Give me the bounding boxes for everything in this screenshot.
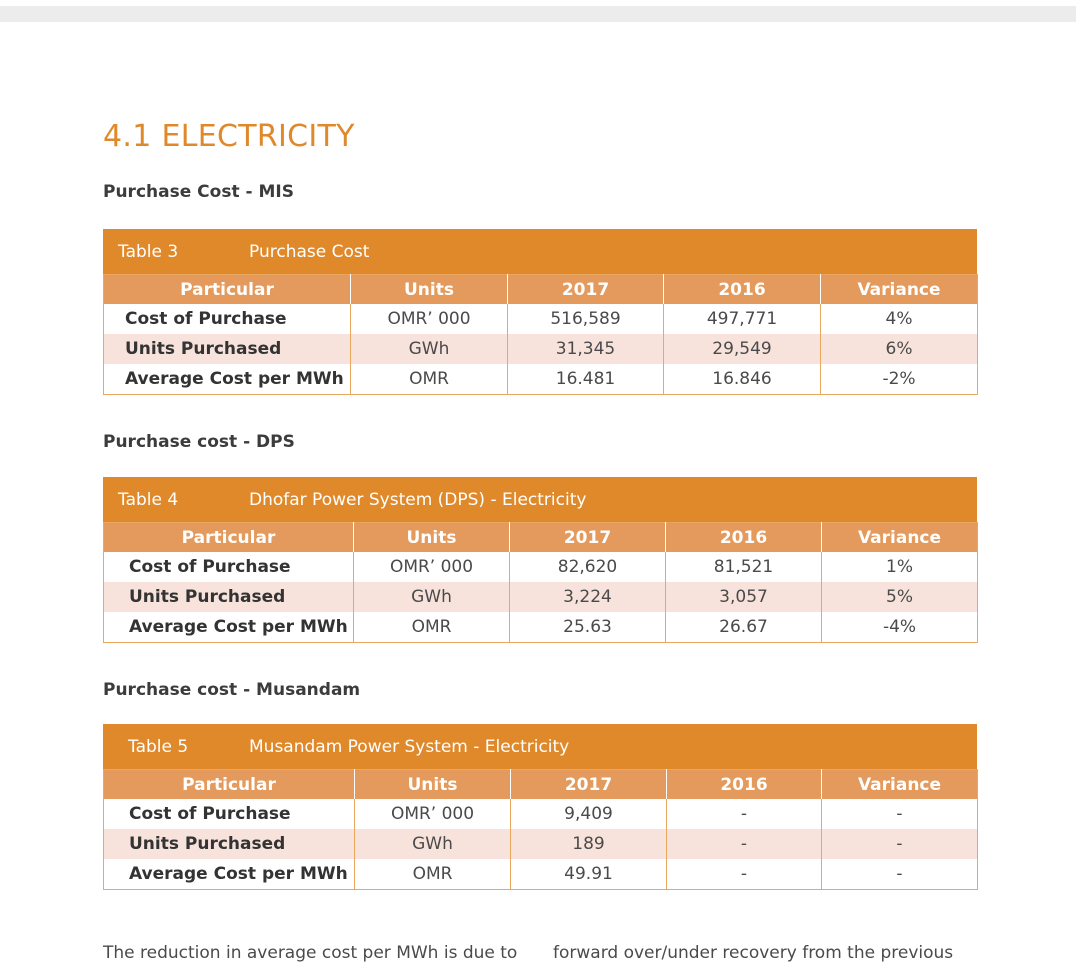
table-row <box>104 859 978 890</box>
value-2017-cell: 31,345 <box>508 334 664 364</box>
column-header: Particular <box>104 523 354 553</box>
value-2016-cell: 497,771 <box>664 304 821 334</box>
table-row <box>104 304 978 334</box>
column-header: Units <box>354 523 510 553</box>
column-header: Variance <box>821 275 978 305</box>
column-header: Units <box>351 275 508 305</box>
value-2016-cell: 16.846 <box>664 364 821 395</box>
table-row <box>104 829 978 859</box>
row-label: Average Cost per MWh <box>104 364 351 395</box>
variance-cell: - <box>896 864 903 884</box>
column-header: Units <box>355 770 511 800</box>
column-header: 2016 <box>667 770 822 800</box>
units-cell: OMR <box>351 364 508 395</box>
units-cell: GWh <box>355 829 511 859</box>
data-table <box>103 522 978 643</box>
row-label: Cost of Purchase <box>104 304 351 334</box>
table-number: Table 3 <box>118 242 179 262</box>
table-title: Purchase Cost <box>249 242 370 262</box>
table-header-bar <box>103 229 977 274</box>
body-text-left: The reduction in average cost per MWh is due to <box>103 943 518 963</box>
data-table <box>103 769 978 890</box>
table-title: Musandam Power System - Electricity <box>249 737 570 757</box>
column-header: 2016 <box>666 523 822 553</box>
units-cell: OMR <box>354 612 510 643</box>
row-label: Units Purchased <box>104 829 355 859</box>
value-2016-cell: - <box>667 829 822 859</box>
value-2016-cell: - <box>667 859 822 890</box>
value-2016-cell: 29,549 <box>664 334 821 364</box>
row-label: Cost of Purchase <box>104 799 355 829</box>
column-header: 2017 <box>511 770 667 800</box>
row-label: Units Purchased <box>104 582 354 612</box>
table-5 <box>103 724 977 890</box>
table-number: Table 4 <box>118 490 179 510</box>
units-cell: OMR’ 000 <box>355 799 511 829</box>
table-4 <box>103 477 977 643</box>
column-header: 2017 <box>508 275 664 305</box>
subtitle-mis: Purchase Cost - MIS <box>103 182 294 202</box>
variance-cell: 5% <box>822 582 978 612</box>
value-2016-cell: 26.67 <box>666 612 822 643</box>
value-2017-cell: 516,589 <box>508 304 664 334</box>
variance-cell: -4% <box>882 617 917 637</box>
value-2017-cell: 189 <box>511 829 667 859</box>
column-header: 2017 <box>510 523 666 553</box>
table-row <box>104 364 978 395</box>
variance-cell: - <box>896 804 903 824</box>
table-row <box>104 552 978 582</box>
column-header-row <box>104 523 978 553</box>
value-2016-cell: 81,521 <box>666 552 822 582</box>
units-cell: OMR’ 000 <box>354 552 510 582</box>
subtitle-musandam: Purchase cost - Musandam <box>103 680 361 700</box>
table-row <box>104 612 978 643</box>
variance-cell: - <box>822 829 978 859</box>
row-label: Units Purchased <box>104 334 351 364</box>
row-label: Cost of Purchase <box>104 552 354 582</box>
units-cell: GWh <box>354 582 510 612</box>
value-2017-cell: 16.481 <box>508 364 664 395</box>
value-2017-cell: 82,620 <box>510 552 666 582</box>
data-table <box>103 274 978 395</box>
table-3 <box>103 229 977 395</box>
column-header-row <box>104 770 978 800</box>
value-2016-cell: 3,057 <box>666 582 822 612</box>
variance-cell: 1% <box>886 557 913 577</box>
column-header: Variance <box>822 770 978 800</box>
table-row <box>104 799 978 829</box>
subtitle-dps: Purchase cost - DPS <box>103 432 295 452</box>
body-text-right: forward over/under recovery from the previous <box>553 943 954 963</box>
table-row <box>104 334 978 364</box>
row-label: Average Cost per MWh <box>104 612 354 643</box>
variance-cell: -2% <box>882 369 916 389</box>
section-heading: 4.1 ELECTRICITY <box>103 119 355 154</box>
units-cell: GWh <box>351 334 508 364</box>
value-2017-cell: 9,409 <box>511 799 667 829</box>
variance-cell: 6% <box>821 334 978 364</box>
table-row <box>104 582 978 612</box>
variance-cell: 4% <box>885 309 913 329</box>
table-title: Dhofar Power System (DPS) - Electricity <box>249 490 587 510</box>
units-cell: OMR’ 000 <box>351 304 508 334</box>
column-header: Variance <box>822 523 978 553</box>
column-header: 2016 <box>664 275 821 305</box>
row-label: Average Cost per MWh <box>104 859 355 890</box>
value-2017-cell: 3,224 <box>510 582 666 612</box>
column-header-row <box>104 275 978 305</box>
table-number: Table 5 <box>128 737 189 757</box>
value-2017-cell: 49.91 <box>511 859 667 890</box>
viewer-top-gap <box>0 0 1076 6</box>
table-header-bar <box>103 477 977 522</box>
units-cell: OMR <box>355 859 511 890</box>
column-header: Particular <box>104 770 355 800</box>
column-header: Particular <box>104 275 351 305</box>
table-header-bar <box>103 724 977 769</box>
value-2016-cell: - <box>667 799 822 829</box>
value-2017-cell: 25.63 <box>510 612 666 643</box>
